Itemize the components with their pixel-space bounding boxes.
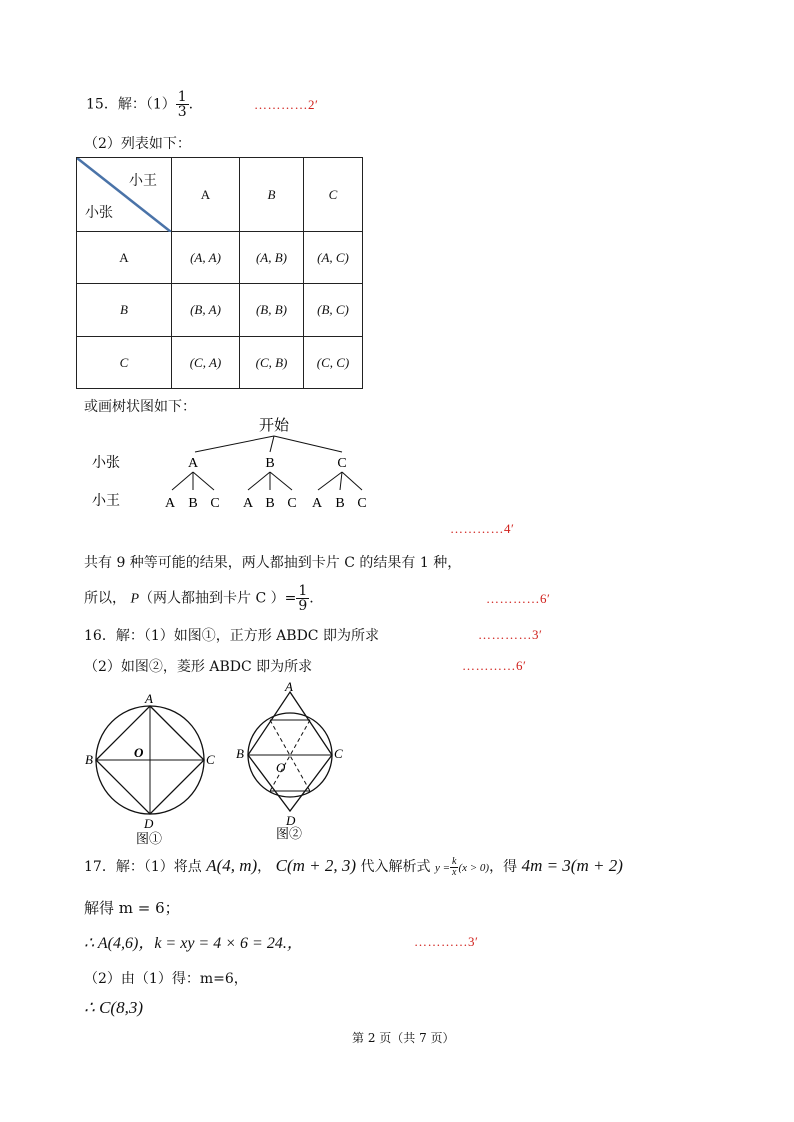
tree-level2-label: 小王 bbox=[92, 494, 120, 509]
figure-1-square bbox=[82, 690, 222, 850]
fig2-label-c: C bbox=[334, 746, 343, 761]
tree-intro: 或画树状图如下： bbox=[84, 399, 196, 415]
tree-leaf: C bbox=[357, 496, 367, 511]
table-row bbox=[77, 232, 363, 284]
q16-line1: 16．解：（1）如图①，正方形 ABDC 即为所求 bbox=[84, 628, 379, 644]
row-label: C bbox=[77, 337, 172, 389]
tree-leaf: B bbox=[188, 496, 198, 511]
fig1-label-a: A bbox=[145, 691, 153, 706]
tree-leaf: B bbox=[265, 496, 275, 511]
fig1-label-d: D bbox=[144, 816, 154, 831]
tree-leaf: C bbox=[210, 496, 220, 511]
point-a: A(4, m) bbox=[206, 856, 258, 875]
fig1-caption: 图① bbox=[136, 831, 163, 846]
fig1-label-o: O bbox=[134, 745, 144, 760]
tree-node-b: B bbox=[265, 456, 275, 471]
tree-leaf: A bbox=[311, 496, 323, 511]
point-c: C(m + 2, 3) bbox=[275, 856, 357, 875]
fig2-caption: 图② bbox=[276, 826, 303, 840]
q17-line4: （2）由（1）得：m=6， bbox=[84, 971, 248, 987]
table-row bbox=[77, 284, 363, 337]
table-cell: (C, C) bbox=[304, 337, 363, 389]
table-cell: (B, B) bbox=[240, 284, 304, 337]
q17-line2: 解得 m = 6； bbox=[84, 899, 180, 917]
col-header-c: C bbox=[304, 158, 363, 232]
fig1-label-c: C bbox=[206, 752, 215, 767]
col-header-a: A bbox=[172, 158, 240, 232]
q15-part2-label: （2）列表如下： bbox=[84, 136, 191, 152]
row-label: B bbox=[77, 284, 172, 337]
table-cell: (A, C) bbox=[304, 232, 363, 284]
table-corner-header bbox=[77, 158, 172, 232]
table-cell: (B, C) bbox=[304, 284, 363, 337]
table-cell: (C, B) bbox=[240, 337, 304, 389]
q15-part1: 15．解：（1） $\frac{1}{3}$ . bbox=[86, 89, 194, 120]
header-xiaowang: 小王 bbox=[129, 173, 157, 189]
q17-score-1: …………3′ bbox=[414, 934, 479, 949]
q15-prefix: 15．解：（1） bbox=[86, 96, 176, 113]
q17-line5: ∴ C(8,3) bbox=[84, 998, 143, 1017]
tree-root: 开始 bbox=[258, 418, 290, 434]
row-label: A bbox=[77, 232, 172, 284]
outcome-table bbox=[76, 157, 363, 389]
fig1-label-b: B bbox=[85, 752, 93, 767]
table-cell: (A, A) bbox=[172, 232, 240, 284]
q15-score-3: …………6′ bbox=[486, 591, 551, 606]
q15-probability-line: 所以， P（两人都抽到卡片 C ）= $\frac{1}{9}$ . bbox=[84, 583, 314, 614]
tree-leaf: A bbox=[242, 496, 254, 511]
table-cell: (C, A) bbox=[172, 337, 240, 389]
tree-leaf: B bbox=[335, 496, 345, 511]
q16-score-1: …………3′ bbox=[478, 627, 543, 642]
tree-node-a: A bbox=[187, 456, 199, 471]
tree-leaf: A bbox=[164, 496, 176, 511]
col-header-b: B bbox=[240, 158, 304, 232]
q16-line2: （2）如图②，菱形 ABDC 即为所求 bbox=[84, 659, 313, 675]
q15-score-2: …………4′ bbox=[450, 521, 515, 536]
table-row bbox=[77, 337, 363, 389]
prob-symbol: P bbox=[130, 591, 140, 607]
tree-diagram bbox=[80, 412, 480, 522]
table-cell: (B, A) bbox=[172, 284, 240, 337]
tree-leaf: C bbox=[287, 496, 297, 511]
fig2-label-b: B bbox=[236, 746, 244, 761]
tree-node-c: C bbox=[337, 456, 347, 471]
figure-2-rhombus bbox=[232, 680, 352, 840]
fig2-label-d: D bbox=[286, 813, 296, 828]
q15-answer-fraction: $\frac{1}{3}$ bbox=[177, 89, 187, 120]
q15-score-1: …………2′ bbox=[254, 97, 319, 112]
prob-fraction: $\frac{1}{9}$ bbox=[298, 583, 308, 614]
q15-result-line: 共有 9 种等可能的结果，两人都抽到卡片 C 的结果有 1 种， bbox=[84, 555, 462, 571]
q17-line1: 17．解：（1）将点 A(4, m)， C(m + 2, 3) 代入解析式 y = $\frac{k}{x}$ (x > 0)，得 4m = 3(m + 2) bbox=[84, 855, 623, 878]
equation-1: 4m = 3(m + 2) bbox=[521, 856, 623, 875]
function-fraction: $\frac{k}{x}$ bbox=[452, 855, 457, 878]
fig2-label-o: O bbox=[276, 760, 286, 775]
fig2-label-a: A bbox=[285, 680, 293, 694]
q17-line3: ∴ A(4,6)，k = xy = 4 × 6 = 24.， bbox=[84, 935, 303, 952]
page-footer: 第 2 页（共 7 页） bbox=[352, 1031, 455, 1045]
header-xiaozhang: 小张 bbox=[85, 205, 113, 221]
table-cell: (A, B) bbox=[240, 232, 304, 284]
q16-score-2: …………6′ bbox=[462, 658, 527, 673]
tree-level1-label: 小张 bbox=[92, 456, 120, 471]
